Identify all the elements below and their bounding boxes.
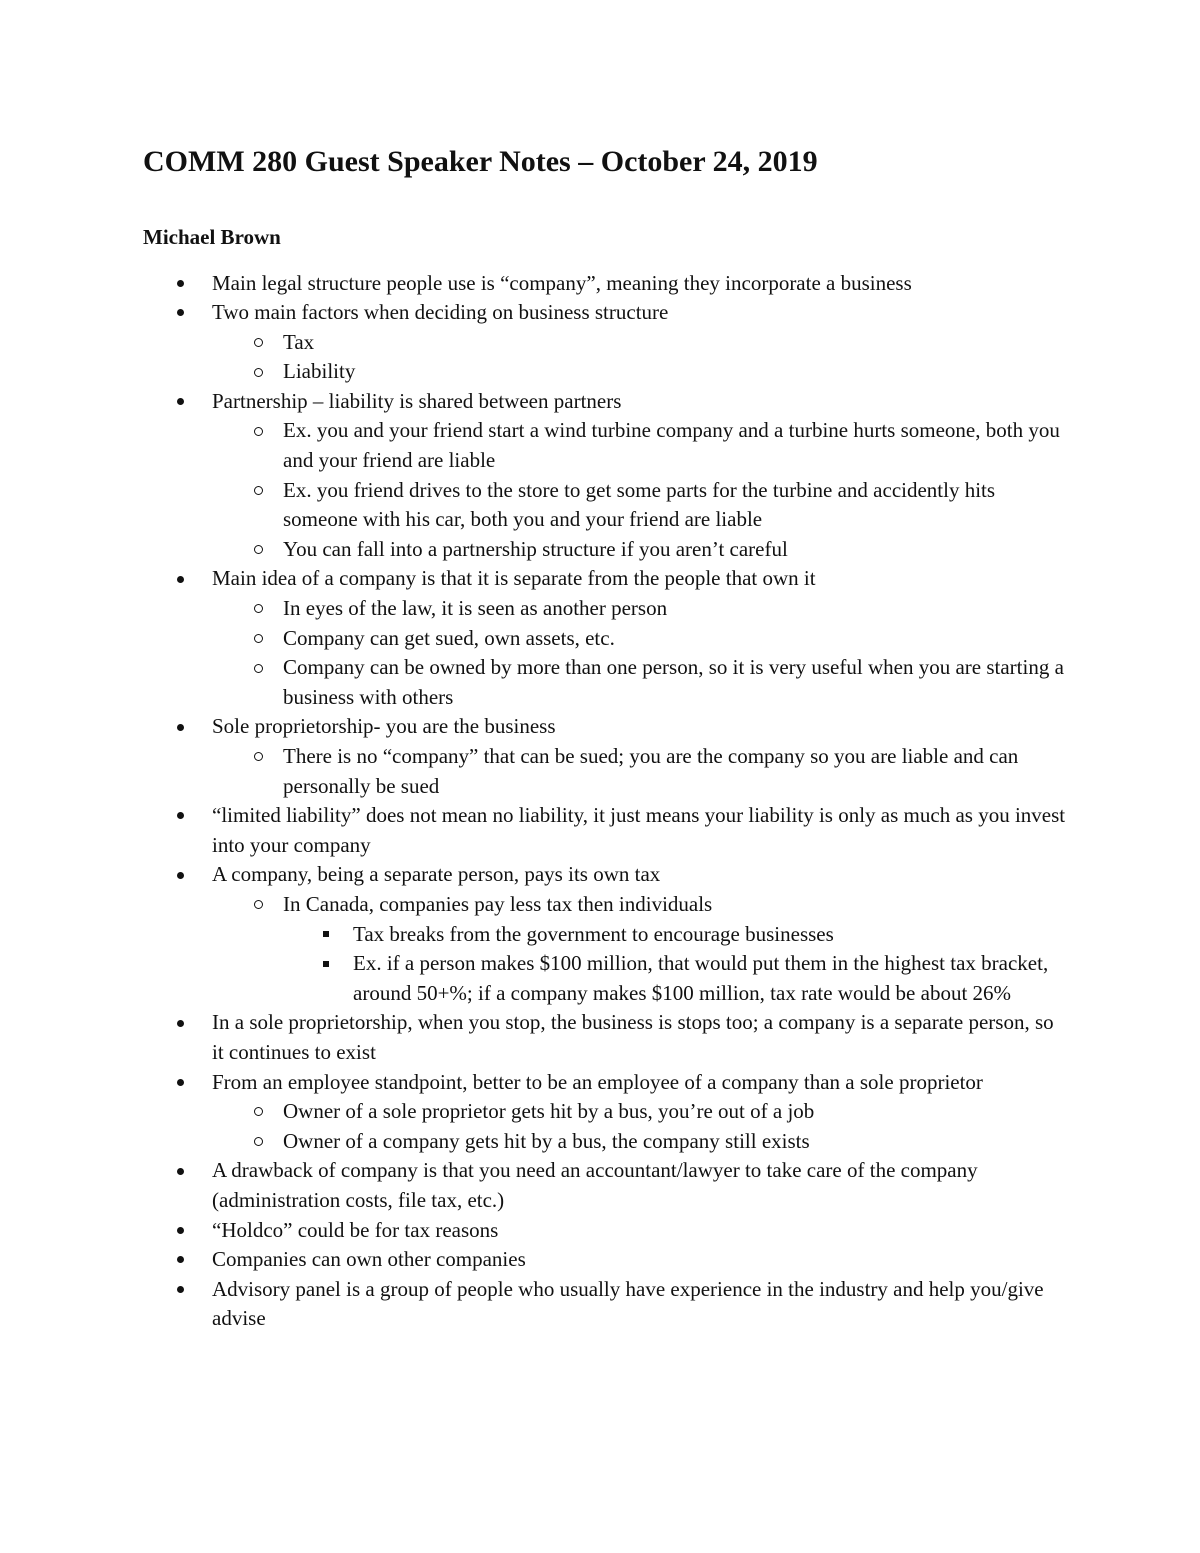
filled-bullet-icon (168, 1008, 192, 1038)
list-item (0, 860, 1070, 890)
list-item-text: A company, being a separate person, pays its own tax (212, 862, 661, 887)
hollow-bullet-icon (246, 1127, 270, 1157)
list-item-text: Ex. if a person makes $100 million, that would put them in the highest tax bracket, around 50+%; if a company makes $100 million, tax rate would be about 26% (353, 951, 1049, 1005)
list-item (0, 269, 1070, 299)
hollow-bullet-icon (246, 357, 270, 387)
hollow-bullet-icon (246, 653, 270, 683)
list-item (0, 357, 1070, 387)
list-item-text: “Holdco” could be for tax reasons (212, 1217, 499, 1242)
hollow-bullet-icon (246, 535, 270, 565)
hollow-bullet-icon (246, 476, 270, 506)
list-item (0, 801, 1070, 860)
list-item-text: Owner of a sole proprietor gets hit by a bus, you’re out of a job (283, 1099, 815, 1124)
list-item (0, 1245, 1070, 1275)
list-item-text: Liability (283, 359, 356, 384)
list-item-text: Ex. you friend drives to the store to get some parts for the turbine and accidently hits someone with his car, both you and your friend are liable (283, 477, 996, 532)
list-item (0, 1068, 1070, 1098)
hollow-bullet-icon (246, 624, 270, 654)
hollow-bullet-icon (246, 742, 270, 772)
hollow-bullet-icon (246, 416, 270, 446)
list-item (0, 1275, 1070, 1334)
filled-bullet-icon (168, 1245, 192, 1275)
list-item-text: Company can be owned by more than one person, so it is very useful when you are starting a business with others (283, 655, 1064, 709)
list-item-text: In eyes of the law, it is seen as another person (283, 596, 668, 621)
square-bullet-icon (314, 949, 338, 979)
list-item-text: Tax breaks from the government to encourage businesses (353, 921, 834, 946)
list-item-text: There is no “company” that can be sued; you are the company so you are liable and can personally be sued (283, 744, 1019, 798)
list-item (0, 387, 1070, 417)
filled-bullet-icon (168, 1068, 192, 1098)
filled-bullet-icon (168, 298, 192, 328)
list-item (0, 653, 1070, 712)
filled-bullet-icon (168, 387, 192, 417)
hollow-bullet-icon (246, 594, 270, 624)
list-item (0, 742, 1070, 801)
list-item (0, 1097, 1070, 1127)
document-title: COMM 280 Guest Speaker Notes – October 24, 2019 (143, 145, 818, 178)
list-item (0, 920, 1070, 950)
list-item (0, 1127, 1070, 1157)
list-item-text: Company can get sued, own assets, etc. (283, 625, 615, 650)
hollow-bullet-icon (246, 1097, 270, 1127)
list-item-text: A drawback of company is that you need an accountant/lawyer to take care of the company (administration costs, file tax, etc.) (212, 1158, 978, 1212)
list-item (0, 476, 1070, 535)
list-item (0, 1008, 1070, 1067)
list-item-text: Ex. you and your friend start a wind turbine company and a turbine hurts someone, both you and your friend are liable (283, 418, 1060, 473)
list-item (0, 564, 1070, 594)
list-item-text: Advisory panel is a group of people who usually have experience in the industry and help you/give advise (212, 1276, 1044, 1331)
list-item-text: Owner of a company gets hit by a bus, the company still exists (283, 1128, 810, 1153)
list-item (0, 416, 1070, 475)
list-item-text: Sole proprietorship- you are the business (212, 714, 556, 739)
list-item-text: You can fall into a partnership structure if you aren’t careful (283, 536, 788, 561)
list-item-text: In Canada, companies pay less tax then individuals (283, 891, 713, 916)
filled-bullet-icon (168, 860, 192, 890)
list-item-text: In a sole proprietorship, when you stop, the business is stops too; a company is a separate person, so it continues to exist (212, 1010, 1054, 1064)
list-item-text: “limited liability” does not mean no liability, it just means your liability is only as much as you invest into your company (212, 803, 1066, 857)
filled-bullet-icon (168, 1156, 192, 1186)
list-item (0, 535, 1070, 565)
hollow-bullet-icon (246, 328, 270, 358)
square-bullet-icon (314, 920, 338, 950)
list-item (0, 890, 1070, 920)
list-item (0, 949, 1070, 1008)
speaker-name: Michael Brown (143, 225, 281, 249)
list-item (0, 1216, 1070, 1246)
list-item-text: Partnership – liability is shared between partners (212, 388, 622, 413)
list-item-text: Tax (283, 329, 315, 354)
list-item-text: Main idea of a company is that it is separate from the people that own it (212, 566, 816, 591)
list-item (0, 594, 1070, 624)
filled-bullet-icon (168, 1275, 192, 1305)
list-item-text: Two main factors when deciding on business structure (212, 300, 669, 325)
list-item (0, 712, 1070, 742)
notes-list (0, 269, 1200, 1334)
filled-bullet-icon (168, 564, 192, 594)
list-item (0, 1156, 1070, 1215)
list-item-text: From an employee standpoint, better to be an employee of a company than a sole proprietor (212, 1069, 983, 1094)
filled-bullet-icon (168, 801, 192, 831)
filled-bullet-icon (168, 712, 192, 742)
hollow-bullet-icon (246, 890, 270, 920)
filled-bullet-icon (168, 269, 192, 299)
list-item (0, 298, 1070, 328)
list-item (0, 624, 1070, 654)
filled-bullet-icon (168, 1216, 192, 1246)
list-item (0, 328, 1070, 358)
list-item-text: Main legal structure people use is “company”, meaning they incorporate a business (212, 270, 912, 295)
list-item-text: Companies can own other companies (212, 1247, 526, 1272)
